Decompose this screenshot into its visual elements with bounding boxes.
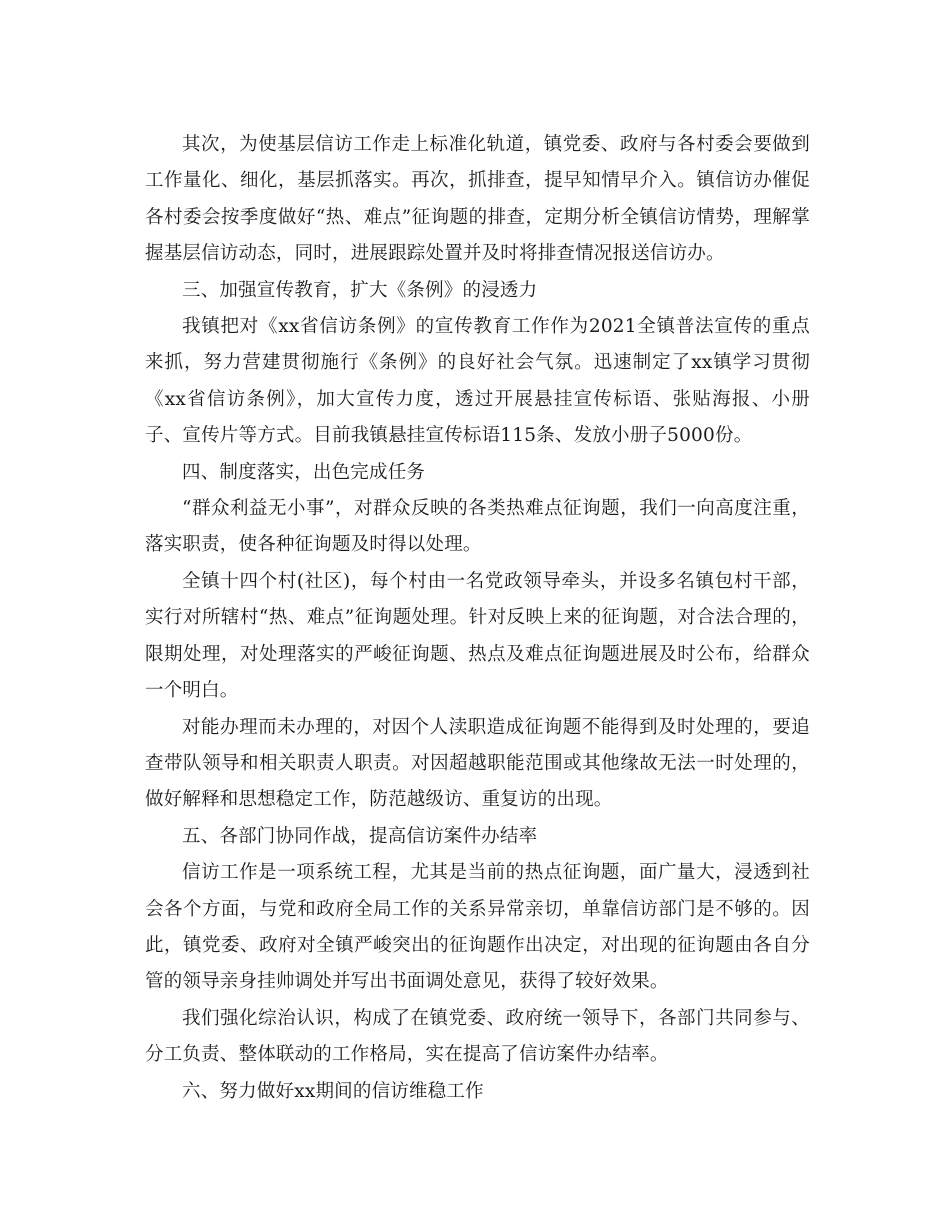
paragraph: 其次，为使基层信访工作走上标准化轨道，镇党委、政府与各村委会要做到工作量化、细化，基层抓落实。再次，抓排查，提早知情早介入。镇信访办催促各村委会按季度做好“热、难点”征询题的排查，定期分析全镇信访情势，理解掌握基层信访动态，同时，进展跟踪处置并及时将排查情况报送信访办。 xyxy=(145,134,810,265)
paragraph: “群众利益无小事”，对群众反映的各类热难点征询题，我们一向高度注重，落实职责，使各种征询题及时得以处理。 xyxy=(145,498,810,556)
paragraph: 我们强化综治认识，构成了在镇党委、政府统一领导下，各部门共同参与、分工负责、整体联动的工作格局，实在提高了信访案件办结率。 xyxy=(145,1007,810,1066)
paragraph: 我镇把对《xx省信访条例》的宣传教育工作作为2021全镇普法宣传的重点来抓，努力营建贯彻施行《条例》的良好社会气氛。迅速制定了xx镇学习贯彻《xx省信访条例》，加大宣传力度，透过开展悬挂宣传标语、张贴海报、小册子、宣传片等方式。目前我镇悬挂宣传标语115条、发放小册子5000份。 xyxy=(145,316,810,447)
section-heading: 五、各部门协同作战，提高信访案件办结率 xyxy=(182,825,538,847)
paragraph: 信访工作是一项系统工程，尤其是当前的热点征询题，面广量大，浸透到社会各个方面，与党和政府全局工作的关系异常亲切，单靠信访部门是不够的。因此，镇党委、政府对全镇严峻突出的征询题作出决定，对出现的征询题由各自分管的领导亲身挂帅调处并写出书面调处意见，获得了较好效果。 xyxy=(145,862,810,993)
section-heading: 六、努力做好xx期间的信访维稳工作 xyxy=(182,1080,484,1102)
paragraph: 对能办理而未办理的，对因个人渎职造成征询题不能得到及时处理的，要追查带队领导和相关职责人职责。对因超越职能范围或其他缘故无法一时处理的，做好解释和思想稳定工作，防范越级访、重复访的出现。 xyxy=(145,716,810,811)
section-heading: 三、加强宣传教育，扩大《条例》的浸透力 xyxy=(182,279,538,301)
paragraph: 全镇十四个村(社区)，每个村由一名党政领导牵头，并设多名镇包村干部，实行对所辖村“热、难点”征询题处理。针对反映上来的征询题，对合法合理的，限期处理，对处理落实的严峻征询题、热点及难点征询题进展及时公布，给群众一个明白。 xyxy=(145,570,810,702)
document-body xyxy=(145,127,810,1110)
section-heading: 四、制度落实，出色完成任务 xyxy=(182,461,426,483)
